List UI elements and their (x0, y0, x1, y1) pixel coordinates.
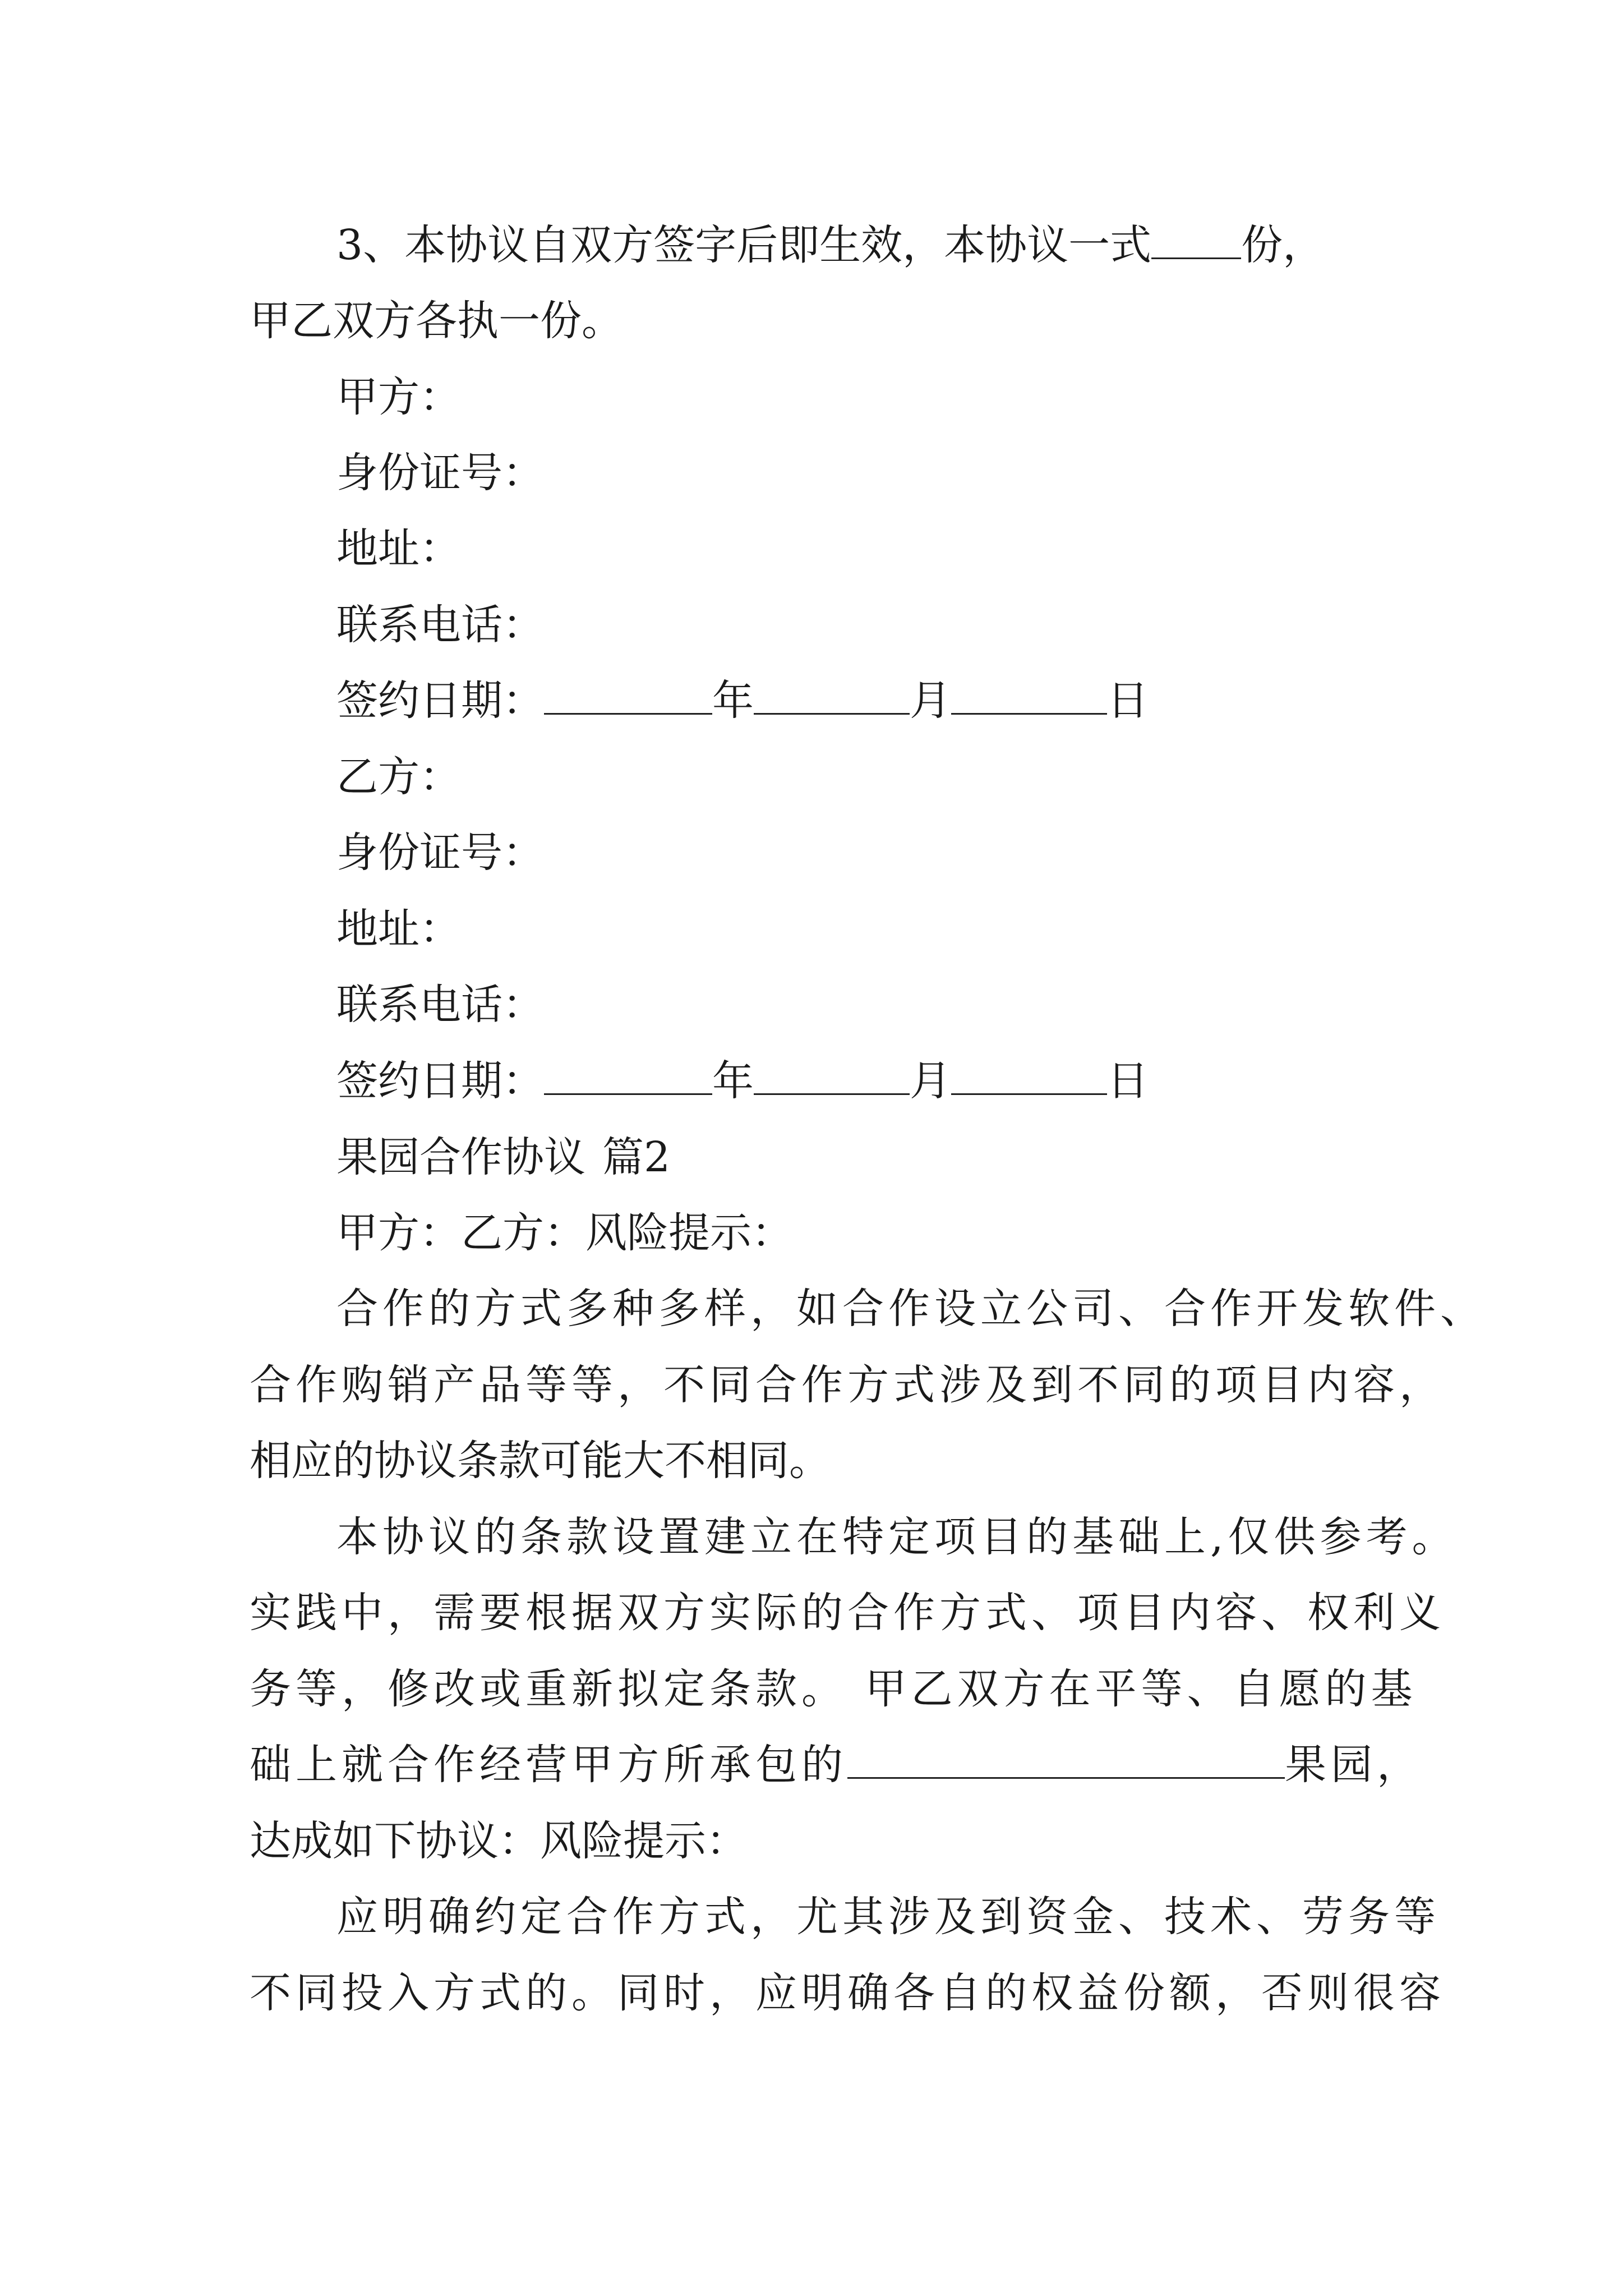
orchard-name-blank[interactable] (847, 1738, 1285, 1779)
para-2-line-2: 实践中，需要根据双方实际的合作方式、项目内容、权利义 (250, 1589, 1445, 1637)
party-a-year-label: 年 (712, 677, 754, 725)
clause-3-text: 3、本协议自双方签字后即生效，本协议一式 (336, 221, 1152, 269)
para-2-line-4 (250, 1737, 1423, 1793)
party-a-date-label: 签约日期： (336, 677, 544, 725)
party-b-date-label: 签约日期： (336, 1057, 544, 1105)
party-a-label: 甲方： (336, 373, 461, 421)
section-2-number: 篇2 (602, 1133, 671, 1181)
section-2-title: 果园合作协议 (336, 1133, 585, 1181)
party-a-phone-label: 联系电话： (336, 601, 544, 649)
party-a-date-line (336, 673, 1149, 729)
para-1-line-2: 合作购销产品等等，不同合作方式涉及到不同的项目内容， (250, 1361, 1445, 1409)
para-2-line-4-text: 础上就合作经营甲方所承包的 (250, 1741, 847, 1789)
para-1-line-3: 相应的协议条款可能大不相同。 (250, 1437, 831, 1485)
clause-3-line-2: 甲乙双方各执一份。 (250, 297, 623, 345)
clause-3-line-1 (336, 217, 1324, 273)
party-a-day-label: 日 (1107, 677, 1149, 725)
party-b-day-label: 日 (1107, 1057, 1149, 1105)
party-b-address-label: 地址： (336, 905, 461, 953)
party-b-day-blank[interactable] (951, 1054, 1107, 1095)
para-1-line-1: 合作的方式多种多样，如合作设立公司、合作开发软件、 (336, 1285, 1486, 1333)
parties-risk-line: 甲方：乙方：风险提示： (336, 1209, 793, 1257)
party-b-id-label: 身份证号： (336, 829, 544, 877)
party-a-month-label: 月 (910, 677, 951, 725)
party-b-date-line (336, 1053, 1149, 1109)
section-2-heading (336, 1129, 670, 1185)
para-2-line-5: 达成如下协议：风险提示： (250, 1817, 748, 1865)
para-3-line-1: 应明确约定合作方式，尤其涉及到资金、技术、劳务等 (336, 1893, 1440, 1941)
copies-blank[interactable] (1151, 218, 1241, 259)
para-2-line-3: 务等，修改或重新拟定条款。 甲乙双方在平等、自愿的基 (250, 1665, 1417, 1713)
party-a-id-label: 身份证号： (336, 449, 544, 497)
para-2-line-1: 本协议的条款设置建立在特定项目的基础上,仅供参考。 (336, 1513, 1458, 1561)
party-b-phone-label: 联系电话： (336, 981, 544, 1029)
party-a-day-blank[interactable] (951, 674, 1107, 715)
party-a-month-blank[interactable] (754, 674, 910, 715)
party-b-month-blank[interactable] (754, 1054, 910, 1095)
party-b-year-label: 年 (712, 1057, 754, 1105)
party-a-year-blank[interactable] (544, 674, 712, 715)
party-a-address-label: 地址： (336, 524, 461, 573)
party-b-label: 乙方： (336, 753, 461, 801)
para-3-line-2: 不同投入方式的。同时，应明确各自的权益份额，否则很容 (250, 1969, 1445, 2017)
party-b-month-label: 月 (910, 1057, 951, 1105)
party-b-year-blank[interactable] (544, 1054, 712, 1095)
para-2-line-4-end: 果园， (1285, 1741, 1423, 1789)
clause-3-text-end: 份， (1241, 221, 1325, 269)
